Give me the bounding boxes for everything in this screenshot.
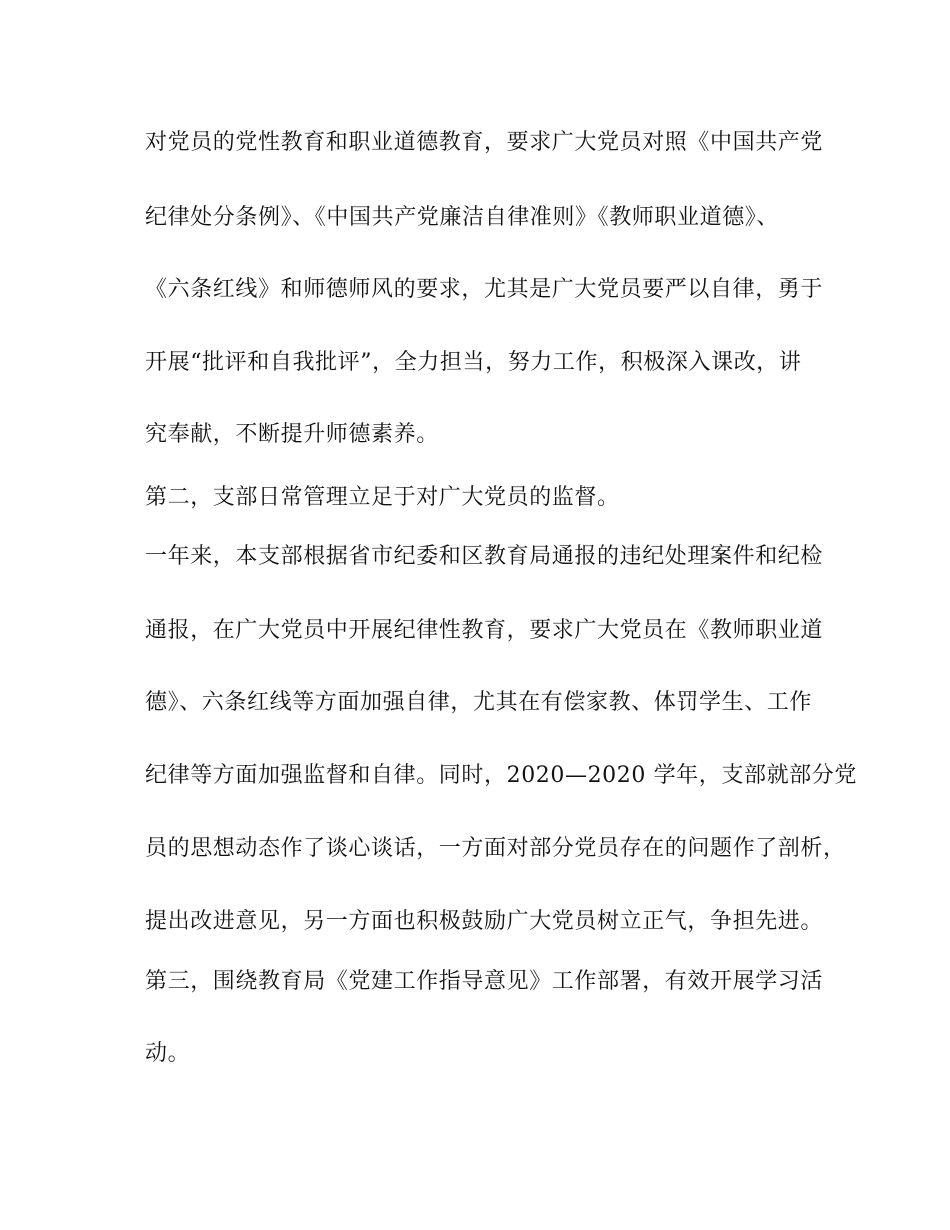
text-line-2: 纪律处分条例》、《中国共产党廉洁自律准则》《教师职业道德》、 <box>145 205 780 230</box>
text-line-8: 通报，在广大党员中开展纪律性教育，要求广大党员在《教师职业道 <box>145 618 824 643</box>
text-line-12: 提出改进意见，另一方面也积极鼓励广大党员树立正气，争担先进。 <box>145 909 824 934</box>
text-line-11: 员的思想动态作了谈心谈话，一方面对部分党员存在的问题作了剖析， <box>145 836 846 861</box>
text-line-14: 动。 <box>145 1041 191 1066</box>
text-line-9: 德》、六条红线等方面加强自律，尤其在有偿家教、体罚学生、工作 <box>145 690 813 715</box>
section-heading-2: 第二，支部日常管理立足于对广大党员的监督。 <box>145 485 620 510</box>
text-line-3: 《六条红线》和师德师风的要求，尤其是广大党员要严以自律，勇于 <box>145 277 824 302</box>
text-line-10: 纪律等方面加强监督和自律。同时，2020—2020 学年，支部就部分党 <box>145 763 857 788</box>
text-line-7: 一年来，本支部根据省市纪委和区教育局通报的违纪处理案件和纪检 <box>145 544 824 569</box>
text-line-1: 对党员的党性教育和职业道德教育，要求广大党员对照《中国共产党 <box>145 130 824 155</box>
text-line-4: 开展“批评和自我批评”，全力担当，努力工作，积极深入课改，讲 <box>145 350 802 375</box>
text-line-5: 究奉献，不断提升师德素养。 <box>145 422 439 447</box>
section-heading-3: 第三，围绕教育局《党建工作指导意见》工作部署，有效开展学习活 <box>145 969 824 994</box>
